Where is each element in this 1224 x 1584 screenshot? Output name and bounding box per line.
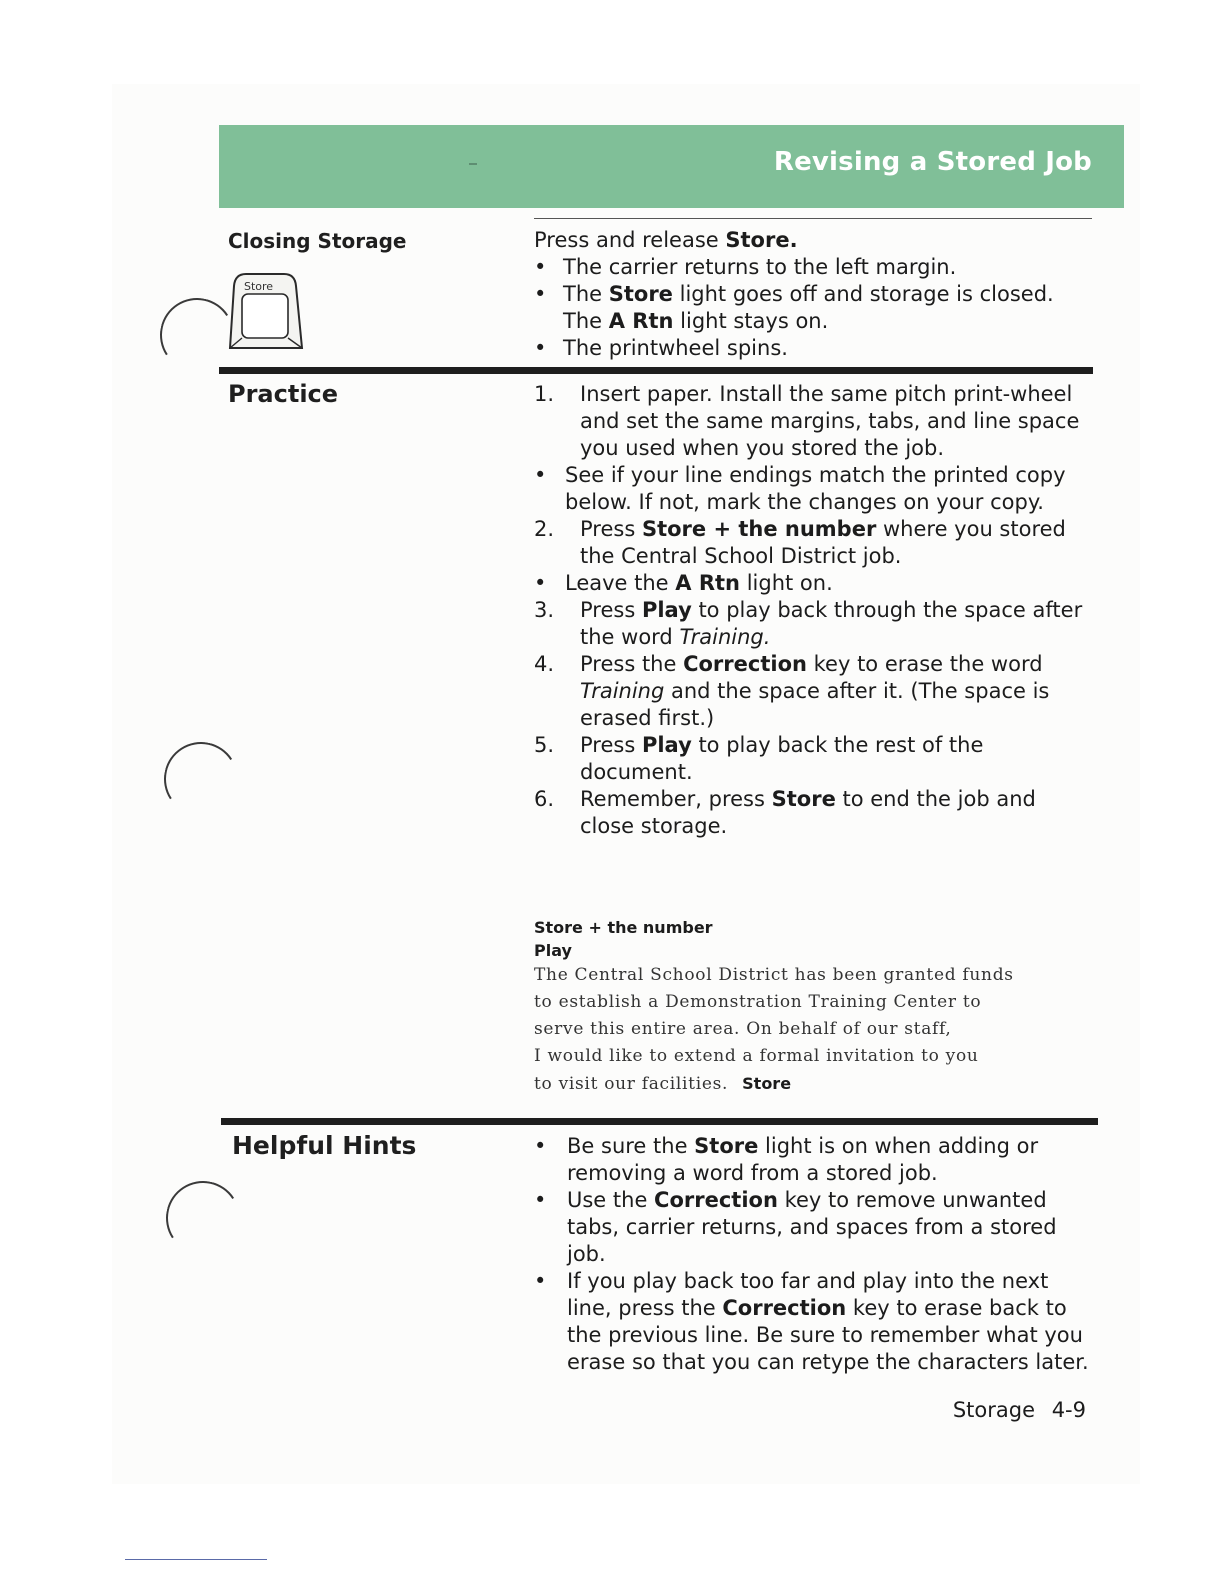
footer-section: Storage [952, 1398, 1035, 1422]
list-item: • Use the Correction key to remove unwanted tabs, carrier returns, and spaces from a stored job. [534, 1187, 1094, 1268]
section-heading-closing-storage: Closing Storage [228, 229, 407, 253]
sample-key-store: Store [742, 1074, 792, 1093]
page-title: Revising a Stored Job [773, 147, 1092, 177]
list-item: • If you play back too far and play into the next line, press the Correction key to erase back to the previous line. Be sure to remember what you erase so that you can retype the characters later. [534, 1268, 1094, 1376]
step-item: 2. Press Store + the number where you stored the Central School District job. [534, 517, 1066, 568]
scan-edge-line [125, 1559, 267, 1560]
banner-mark [469, 163, 477, 165]
chapter-banner [219, 125, 1124, 208]
list-item: • Be sure the Store light is on when adding or removing a word from a stored job. [534, 1133, 1094, 1187]
page-number: 4-9 [1051, 1398, 1086, 1422]
section-heading-helpful-hints: Helpful Hints [232, 1131, 417, 1160]
closing-storage-intro: Press and release Store. [534, 228, 798, 252]
section-divider [221, 1118, 1098, 1125]
section-heading-practice: Practice [228, 380, 339, 408]
sample-key-play: Play [534, 941, 572, 960]
sample-letter: The Central School District has been granted funds to establish a Demonstration Training Center to serve this entire area. On behalf of our staff, I would like to extend a formal invitation to you to visit our facilities. Store [534, 965, 1014, 1094]
practice-steps [534, 381, 1094, 840]
step-item: 3. Press Play to play back through the space after the word Training. [534, 598, 1083, 649]
closing-storage-body [534, 227, 1094, 362]
store-key-icon [228, 272, 306, 352]
step-item: 5. Press Play to play back the rest of the document. [534, 733, 984, 784]
step-subitem: • Leave the A Rtn light on. [534, 570, 1094, 597]
list-item: • The printwheel spins. [534, 335, 1094, 362]
page-footer [953, 1398, 1086, 1422]
list-item: • The carrier returns to the left margin. [534, 254, 1094, 281]
step-item: 1. Insert paper. Install the same pitch print-wheel and set the same margins, tabs, and line space you used when you stored the job. [534, 382, 1080, 460]
list-item: • The Store light goes off and storage is closed. The A Rtn light stays on. [534, 281, 1094, 335]
store-key-label: Store [244, 280, 274, 293]
step-item: 4. Press the Correction key to erase the word Training and the space after it. (The space is erased first.) [534, 652, 1050, 730]
sample-document [534, 916, 1079, 1098]
helpful-hints-list [534, 1133, 1094, 1376]
section-divider [219, 367, 1093, 374]
step-item: 6. Remember, press Store to end the job and close storage. [534, 787, 1036, 838]
section-rule [534, 218, 1092, 219]
step-subitem: • See if your line endings match the printed copy below. If not, mark the changes on your copy. [534, 462, 1094, 516]
sample-key-store-number: Store + the number [534, 918, 713, 937]
